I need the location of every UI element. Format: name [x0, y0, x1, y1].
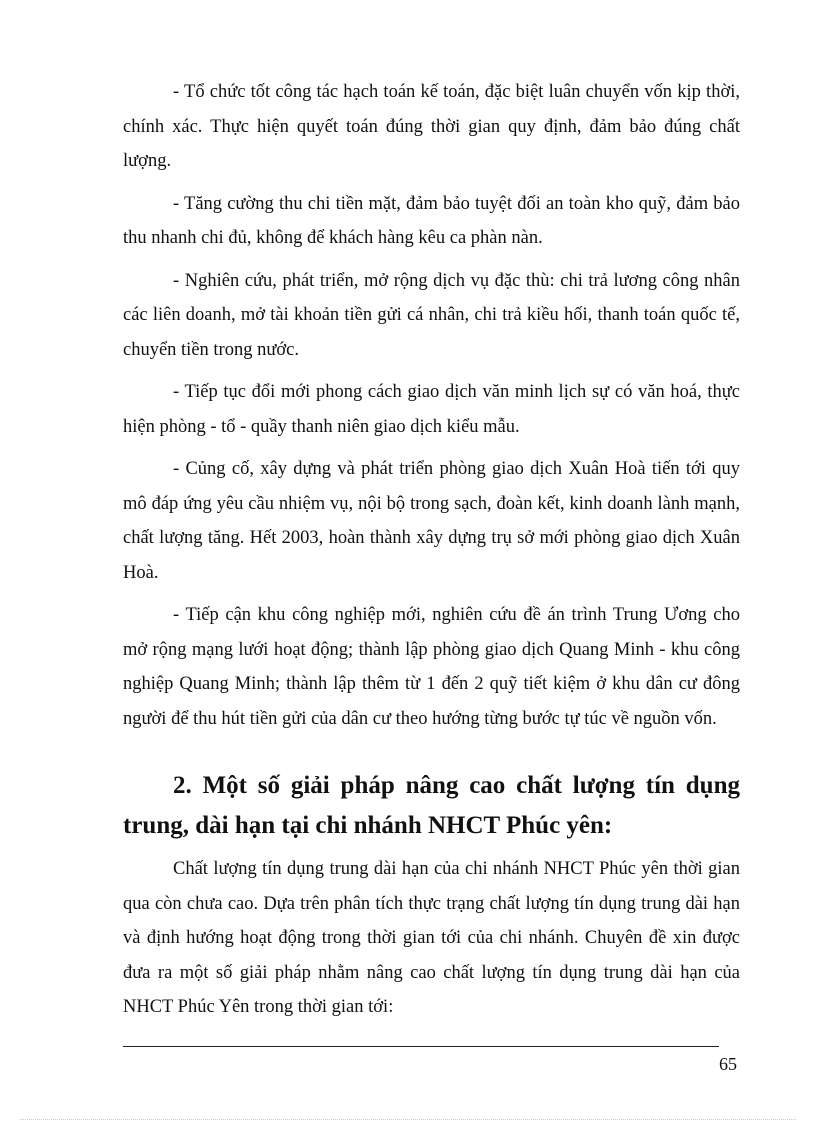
footer-divider: [123, 1046, 719, 1047]
paragraph-accounting: - Tổ chức tốt công tác hạch toán kế toán, đặc biệt luân chuyển vốn kịp thời, chính xác. Thực hiện quyết toán đúng thời gian quy định, đảm bảo đúng chất lượng.: [123, 82, 740, 171]
paragraph-cash-handling: - Tăng cường thu chi tiền mặt, đảm bảo tuyệt đối an toàn kho quỹ, đảm bảo thu nhanh chi đủ, không để khách hàng kêu ca phàn nàn.: [123, 193, 740, 248]
paragraph-xuan-hoa: - Củng cố, xây dựng và phát triển phòng giao dịch Xuân Hoà tiến tới quy mô đáp ứng yêu cầu nhiệm vụ, nội bộ trong sạch, đoàn kết, kinh doanh lành mạnh, chất lượng tăng. Hết 2003, hoàn thành xây dựng trụ sở mới phòng giao dịch Xuân Hoà.: [123, 459, 740, 583]
paragraph-services: - Nghiên cứu, phát triển, mở rộng dịch vụ đặc thù: chi trả lương công nhân các liên doanh, mở tài khoản tiền gửi cá nhân, chi trả kiều hối, thanh toán quốc tế, chuyển tiền trong nước.: [123, 270, 740, 360]
section-heading: 2. Một số giải pháp nâng cao chất lượng tín dụng trung, dài hạn tại chi nhánh NHCT Phúc yên:: [123, 772, 740, 839]
section-intro: Chất lượng tín dụng trung dài hạn của chi nhánh NHCT Phúc yên thời gian qua còn chưa cao. Dựa trên phân tích thực trạng chất lượng tín dụng trung dài hạn và định hướng hoạt động trong thời gian tới của chi nhánh. Chuyên đề xin được đưa ra một số giải pháp nhằm nâng cao chất lượng tín dụng trung dài hạn của NHCT Phúc Yên trong thời gian tới:: [123, 859, 740, 1017]
paragraph-transaction-style: - Tiếp tục đổi mới phong cách giao dịch văn minh lịch sự có văn hoá, thực hiện phòng - tổ - quầy thanh niên giao dịch kiểu mẫu.: [123, 382, 740, 437]
page-body: [123, 75, 740, 1033]
paragraph-industrial-zone: - Tiếp cận khu công nghiệp mới, nghiên cứu đề án trình Trung Ương cho mở rộng mạng lưới hoạt động; thành lập phòng giao dịch Quang Minh - khu công nghiệp Quang Minh; thành lập thêm từ 1 đến 2 quỹ tiết kiệm ở khu dân cư đông người để thu hút tiền gửi của dân cư theo hướng từng bước tự túc về nguồn vốn.: [123, 605, 740, 729]
page-number: 65: [719, 1054, 737, 1074]
page-bottom-border: [20, 1119, 796, 1120]
